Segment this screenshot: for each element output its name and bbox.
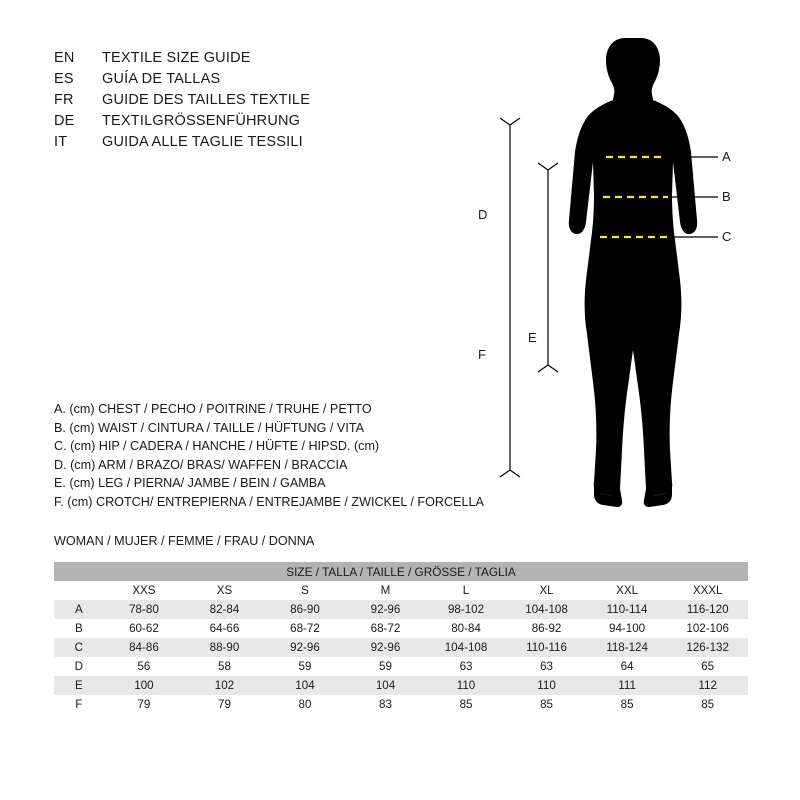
col-header-xxxl: XXXL — [667, 581, 748, 600]
size-table — [54, 562, 748, 714]
cell-d-xxl: 64 — [587, 657, 668, 676]
title-lang-it: IT — [54, 134, 68, 150]
title-text-it: GUIDA ALLE TAGLIE TESSILI — [102, 134, 303, 150]
cell-f-xxl: 85 — [587, 695, 668, 714]
cell-d-xs: 58 — [184, 657, 265, 676]
cell-b-s: 68-72 — [265, 619, 346, 638]
cell-b-xxs: 60-62 — [104, 619, 185, 638]
callout-label-c: C — [722, 229, 732, 244]
col-header-xs: XS — [184, 581, 265, 600]
cell-e-xl: 110 — [506, 676, 587, 695]
cell-a-s: 86-90 — [265, 600, 346, 619]
callout-label-b: B — [722, 189, 731, 204]
cell-e-l: 110 — [426, 676, 507, 695]
cell-e-s: 104 — [265, 676, 346, 695]
row-label-f: F — [54, 695, 104, 714]
cell-b-xxl: 94-100 — [587, 619, 668, 638]
legend-line-e: E. (cm) LEG / PIERNA/ JAMBE / BEIN / GAMBA — [54, 476, 326, 491]
col-header-m: M — [345, 581, 426, 600]
cell-b-l: 80-84 — [426, 619, 507, 638]
cell-e-m: 104 — [345, 676, 426, 695]
legend-line-d: D. (cm) ARM / BRAZO/ BRAS/ WAFFEN / BRACCIA — [54, 457, 348, 472]
cell-f-xl: 85 — [506, 695, 587, 714]
title-row-it — [54, 134, 454, 155]
cell-f-s: 80 — [265, 695, 346, 714]
legend-block — [54, 400, 514, 512]
legend-line-a: A. (cm) CHEST / PECHO / POITRINE / TRUHE / PETTO — [54, 402, 372, 416]
col-header-l: L — [426, 581, 507, 600]
cell-a-l: 98-102 — [426, 600, 507, 619]
title-row-es — [54, 71, 454, 92]
row-label-c: C — [54, 638, 104, 657]
callout-label-d: D — [478, 207, 488, 222]
cell-f-m: 83 — [345, 695, 426, 714]
dimension-e — [538, 163, 558, 372]
cell-c-xxs: 84-86 — [104, 638, 185, 657]
callout-label-f: F — [478, 347, 486, 362]
cell-a-xxl: 110-114 — [587, 600, 668, 619]
cell-a-xxs: 78-80 — [104, 600, 185, 619]
title-text-es: GUÍA DE TALLAS — [102, 71, 221, 87]
legend-line-c: C. (cm) HIP / CADERA / HANCHE / HÜFTE / HIPSD. (cm) — [54, 439, 380, 454]
cell-f-xxxl: 85 — [667, 695, 748, 714]
table-row — [54, 676, 748, 695]
legend-line-f: F. (cm) CROTCH/ ENTREPIERNA / ENTREJAMBE / ZWICKEL / FORCELLA — [54, 494, 484, 509]
title-lang-en: EN — [54, 50, 75, 66]
title-row-de — [54, 113, 454, 134]
col-header-xxl: XXL — [587, 581, 668, 600]
title-lang-es: ES — [54, 71, 74, 87]
cell-c-xxl: 118-124 — [587, 638, 668, 657]
cell-c-s: 92-96 — [265, 638, 346, 657]
title-row-fr — [54, 92, 454, 113]
cell-e-xxl: 111 — [587, 676, 668, 695]
cell-b-xxxl: 102-106 — [667, 619, 748, 638]
cell-c-m: 92-96 — [345, 638, 426, 657]
col-header-xxs: XXS — [104, 581, 185, 600]
cell-b-xs: 64-66 — [184, 619, 265, 638]
cell-e-xxxl: 112 — [667, 676, 748, 695]
callout-label-a: A — [722, 149, 731, 164]
table-column-row — [54, 581, 748, 600]
cell-b-xl: 86-92 — [506, 619, 587, 638]
cell-f-l: 85 — [426, 695, 507, 714]
cell-a-m: 92-96 — [345, 600, 426, 619]
cell-d-xxxl: 65 — [667, 657, 748, 676]
table-row — [54, 619, 748, 638]
table-row — [54, 657, 748, 676]
cell-d-l: 63 — [426, 657, 507, 676]
row-label-d: D — [54, 657, 104, 676]
female-silhouette-shape — [569, 38, 697, 507]
cell-c-xl: 110-116 — [506, 638, 587, 657]
col-header-xl: XL — [506, 581, 587, 600]
callout-label-e: E — [528, 330, 537, 345]
table-row — [54, 638, 748, 657]
cell-d-xl: 63 — [506, 657, 587, 676]
cell-a-xxxl: 116-120 — [667, 600, 748, 619]
title-block — [54, 50, 454, 155]
table-header-label: SIZE / TALLA / TAILLE / GRÖSSE / TAGLIA — [54, 562, 748, 581]
row-label-b: B — [54, 619, 104, 638]
cell-d-m: 59 — [345, 657, 426, 676]
title-text-en: TEXTILE SIZE GUIDE — [102, 50, 251, 66]
cell-c-l: 104-108 — [426, 638, 507, 657]
cell-c-xxxl: 126-132 — [667, 638, 748, 657]
cell-d-xxs: 56 — [104, 657, 185, 676]
title-text-de: TEXTILGRÖSSENFÜHRUNG — [102, 113, 301, 129]
title-lang-fr: FR — [54, 92, 74, 108]
cell-e-xxs: 100 — [104, 676, 185, 695]
cell-d-s: 59 — [265, 657, 346, 676]
cell-a-xs: 82-84 — [184, 600, 265, 619]
cell-c-xs: 88-90 — [184, 638, 265, 657]
gender-label: WOMAN / MUJER / FEMME / FRAU / DONNA — [54, 534, 315, 548]
cell-b-m: 68-72 — [345, 619, 426, 638]
cell-f-xs: 79 — [184, 695, 265, 714]
cell-e-xs: 102 — [184, 676, 265, 695]
table-header-band — [54, 562, 748, 581]
cell-a-xl: 104-108 — [506, 600, 587, 619]
table-corner-cell — [54, 581, 104, 600]
row-label-a: A — [54, 600, 104, 619]
cell-f-xxs: 79 — [104, 695, 185, 714]
row-label-e: E — [54, 676, 104, 695]
title-row-en — [54, 50, 454, 71]
legend-line-b: B. (cm) WAIST / CINTURA / TAILLE / HÜFTUNG / VITA — [54, 420, 364, 435]
size-table-wrap — [54, 562, 748, 714]
table-row — [54, 695, 748, 714]
table-row — [54, 600, 748, 619]
col-header-s: S — [265, 581, 346, 600]
title-text-fr: GUIDE DES TAILLES TEXTILE — [102, 92, 311, 108]
title-lang-de: DE — [54, 113, 75, 129]
